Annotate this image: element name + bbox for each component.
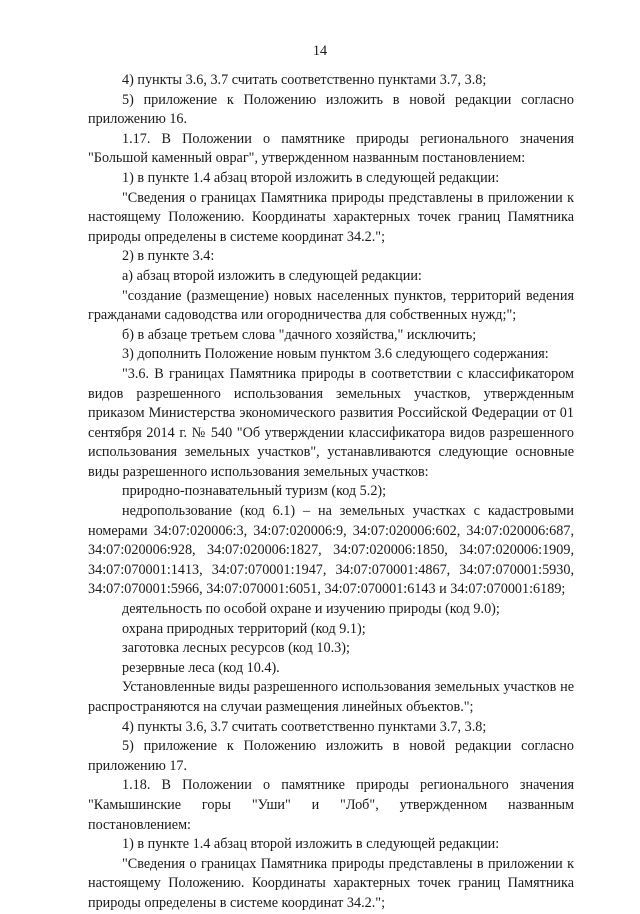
paragraph: 2) в пункте 3.4: (122, 248, 215, 265)
paragraph: 5) приложение к Положению изложить в новой редакции согласно приложению 16. (88, 91, 574, 128)
page-number: 14 (312, 43, 328, 59)
list-item: заготовка лесных ресурсов (код 10.3); (122, 640, 350, 657)
section-heading-1-17: 1.17. В Положении о памятнике природы регионального значения "Большой каменный овраг", утвержденном названным постановлением: (88, 130, 574, 167)
quoted-paragraph: "3.6. В границах Памятника природы в соответствии с классификатором видов разрешенного использования земельных участков, утвержденным приказом Министерства экономического развития Российской Федерации от 01 сентября 2014 г. № 540 "Об утверждении классификатора видов разрешенного использования земельных участков", устанавливаются следующие основные виды разрешенного использования земельных участков: (88, 365, 574, 480)
paragraph: а) абзац второй изложить в следующей редакции: (122, 267, 422, 284)
list-item: резервные леса (код 10.4). (122, 659, 280, 676)
paragraph: 1) в пункте 1.4 абзац второй изложить в следующей редакции: (122, 169, 500, 186)
quoted-paragraph: "Сведения о границах Памятника природы представлены в приложении к настоящему Положению. Координаты характерных точек границ Памятника природы определены в системе координат 34.2."; (88, 189, 574, 245)
list-item: деятельность по особой охране и изучению природы (код 9.0); (122, 601, 500, 618)
quoted-paragraph: "создание (размещение) новых населенных пунктов, территорий ведения гражданами садоводства или огородничества для собственных нужд;"; (88, 287, 574, 324)
paragraph: 3) дополнить Положение новым пунктом 3.6 следующего содержания: (122, 346, 549, 363)
paragraph: 4) пункты 3.6, 3.7 считать соответственно пунктами 3.7, 3.8; (122, 72, 487, 88)
paragraph: б) в абзаце третьем слова "дачного хозяйства," исключить; (122, 326, 477, 343)
list-item: охрана природных территорий (код 9.1); (122, 620, 366, 637)
paragraph: 4) пункты 3.6, 3.7 считать соответственно пунктами 3.7, 3.8; (122, 718, 487, 735)
quoted-paragraph: "Сведения о границах Памятника природы представлены в приложении к настоящему Положению. Координаты характерных точек границ Памятника природы определены в системе координат 34.2."; (88, 855, 574, 911)
list-item-cadastral: недропользование (код 6.1) – на земельных участках с кадастровыми номерами 34:07:020006:3, 34:07:020006:9, 34:07:020006:602, 34:07:020006:687, 34:07:020006:928, 34:07:020006:1827, 34:07:020006:1850, 34:07:020006:1909, 34:07:070001:1413, 34:07:070001:1947, 34:07:070001:4867, 34:07:070001:5930, 34:07:070001:5966, 34:07:070001:6051, 34:07:070001:6143 и 34:07:070001:6189; (88, 503, 574, 598)
list-item: природно-познавательный туризм (код 5.2); (122, 483, 387, 500)
paragraph: 5) приложение к Положению изложить в новой редакции согласно приложению 17. (88, 738, 574, 774)
document-body (88, 71, 574, 914)
paragraph: 1) в пункте 1.4 абзац второй изложить в следующей редакции: (122, 836, 500, 853)
paragraph: Установленные виды разрешенного использования земельных участков не распространяются на случаи размещения линейных объектов."; (88, 679, 574, 715)
section-heading-1-18: 1.18. В Положении о памятнике природы регионального значения "Камышинские горы "Уши" и "Лоб", утвержденном названным постановлением: (88, 777, 574, 833)
